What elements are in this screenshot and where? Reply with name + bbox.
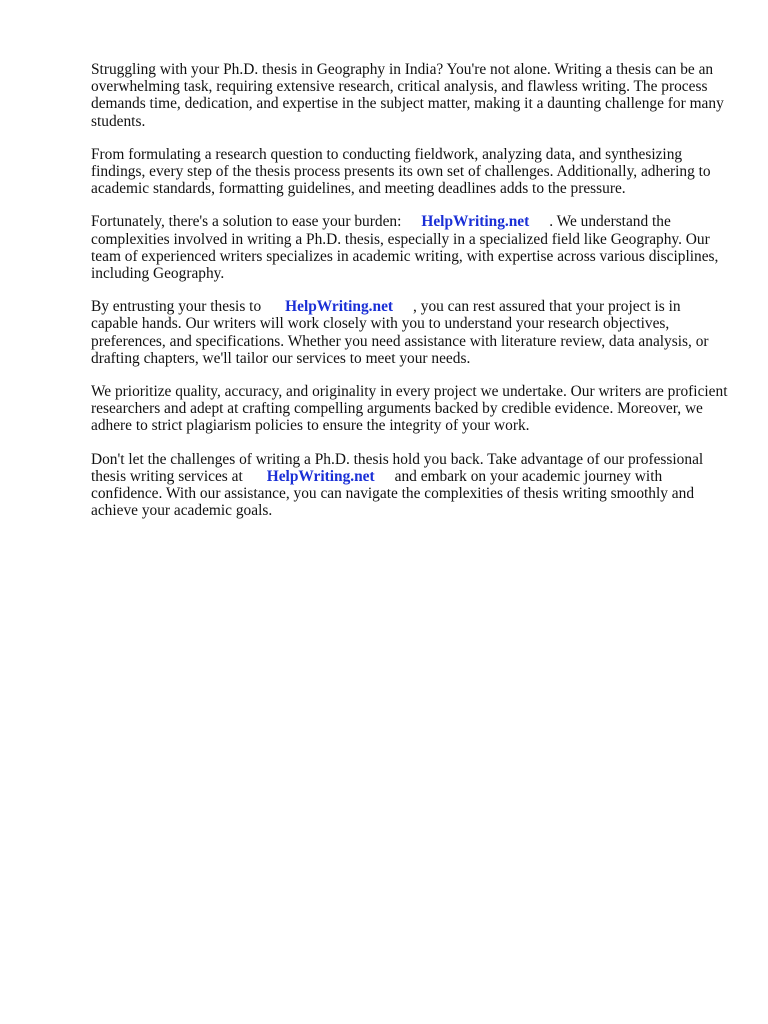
paragraph-quality: We prioritize quality, accuracy, and originality in every project we undertake. Our writers are proficient researchers and adept at crafting compelling arguments backed by credible evidence. Moreover, we adhere to strict plagiarism policies to ensure the integrity of your work. — [91, 383, 728, 435]
document-body — [91, 61, 731, 535]
paragraph-solution-text-after: . We understand the complexities involved in writing a Ph.D. thesis, especially in a specialized field like Geography. Our team of experienced writers specializes in academic writing, with expertise across various disciplines, including Geography. — [91, 213, 719, 283]
paragraph-entrusting-text-after: , you can rest assured that your project is in capable hands. Our writers will work closely with you to understand your research objectives, preferences, and specifications. Whether you need assistance with literature review, data analysis, or drafting chapters, we'll tailor our services to meet your needs. — [91, 298, 709, 367]
paragraph-closing — [91, 451, 731, 520]
helpwriting-link-2[interactable]: HelpWriting.net — [285, 298, 394, 316]
paragraph-closing-text-after: and embark on your academic journey with confidence. With our assistance, you can navigate the complexities of thesis writing smoothly and achieve your academic goals. — [91, 467, 695, 520]
paragraph-closing-text-before: Don't let the challenges of writing a Ph.D. thesis hold you back. Take advantage of our professional thesis writing services at — [91, 450, 704, 485]
paragraph-entrusting-text-before: By entrusting your thesis to — [91, 298, 262, 316]
paragraph-entrusting — [91, 298, 731, 367]
paragraph-solution-text-before: Fortunately, there's a solution to ease your burden: — [91, 213, 402, 231]
paragraph-solution — [91, 213, 731, 282]
paragraph-challenges: From formulating a research question to conducting fieldwork, analyzing data, and synthesizing findings, every step of the thesis process presents its own set of challenges. Additionally, adhering to academic standards, formatting guidelines, and meeting deadlines adds to the pressure. — [91, 145, 711, 198]
paragraph-intro: Struggling with your Ph.D. thesis in Geography in India? You're not alone. Writing a thesis can be an overwhelming task, requiring extensive research, critical analysis, and flawless writing. The process demands time, dedication, and expertise in the subject matter, making it a daunting challenge for many students. — [91, 61, 724, 130]
helpwriting-link-1[interactable]: HelpWriting.net — [421, 213, 530, 231]
helpwriting-link-3[interactable]: HelpWriting.net — [266, 467, 375, 485]
